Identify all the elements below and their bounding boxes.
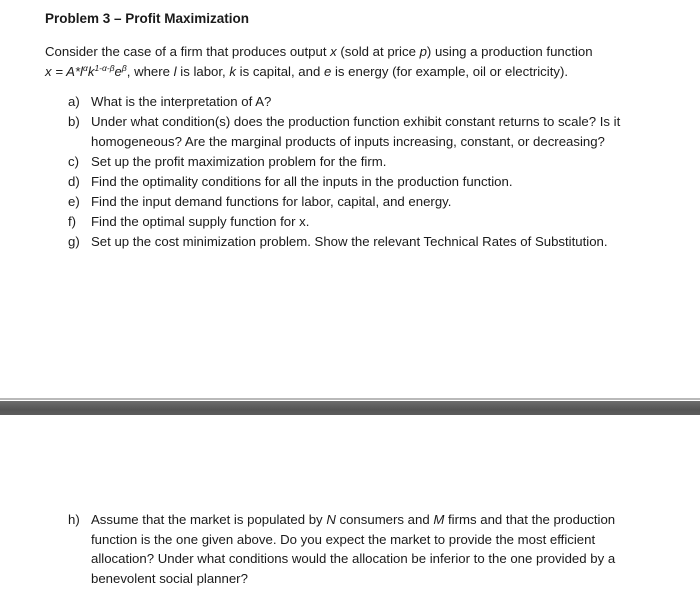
page-break-edge [0,398,700,400]
question-h: h) Assume that the market is populated by N consumers and M firms and that the production function is the one given above. Do you expect the market to provide the most efficient allocation? Under what conditions would the allocation be inferior to the one provided by a benevolent social planner? [68,512,616,586]
question-list-continued [68,510,658,589]
intro-line-2: $x = A*l^\alpha k^{1-\alpha-\beta}e^\beta$, where l is labor, k is capital, and e is energy (for example, oil or electricity). [45,63,569,79]
production-formula: $x = A*l^\alpha k^{1-\alpha-\beta}e^\beta$ [45,63,127,79]
question-f: f) Find the optimal supply function for x. [68,213,310,229]
question-list [68,92,668,252]
question-d: d) Find the optimality conditions for all the inputs in the production function. [68,173,513,189]
question-e: e) Find the input demand functions for labor, capital, and energy. [68,193,452,209]
problem-intro [45,42,665,82]
intro-line-1: Consider the case of a firm that produces output x (sold at price p) using a production function [45,44,593,59]
problem-title: Problem 3 – Profit Maximization [45,11,250,26]
page-break-divider [0,401,700,415]
question-g: g) Set up the cost minimization problem. Show the relevant Technical Rates of Substitution. [68,233,608,249]
question-a: a) What is the interpretation of A? [68,94,272,109]
question-c: c) Set up the profit maximization problem for the firm. [68,153,387,169]
question-b: b) Under what condition(s) does the production function exhibit constant returns to scale? Is it homogeneous? Are the marginal products of inputs increasing, constant, or decreasing? [68,114,621,149]
